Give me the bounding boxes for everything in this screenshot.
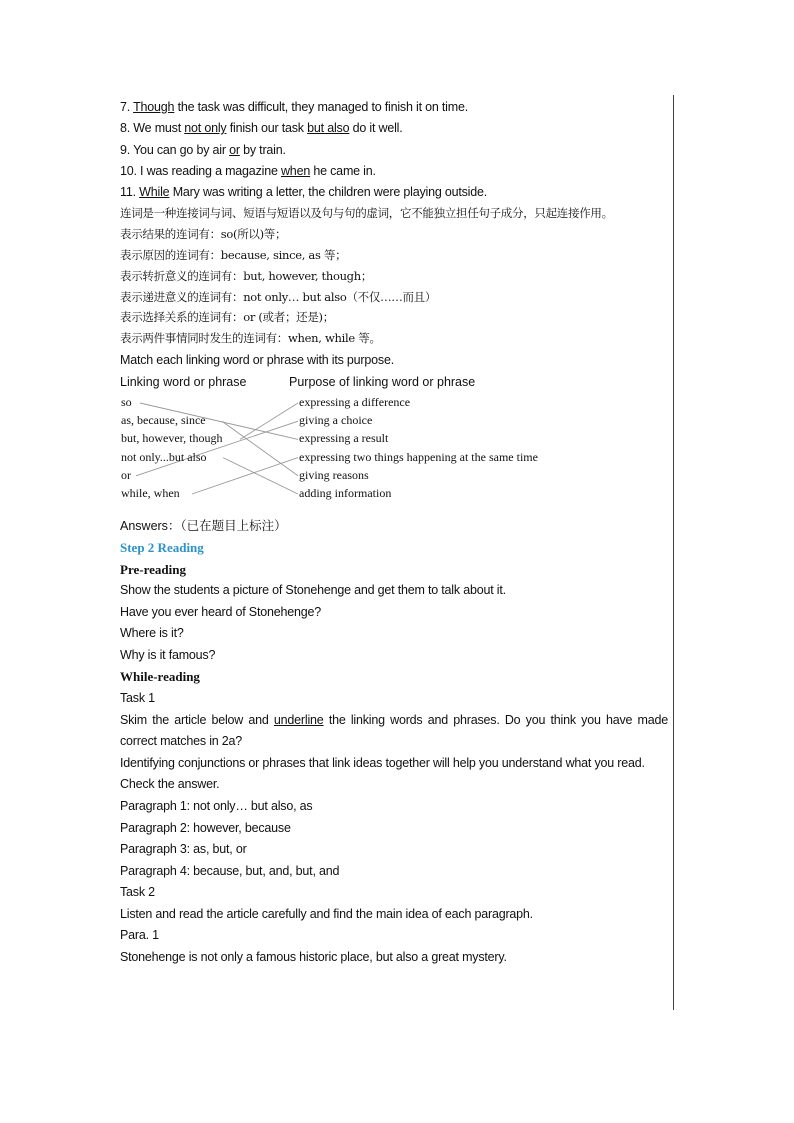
sentence-9: 9. You can go by air or by train.	[120, 142, 286, 157]
match-left-item: as, because, since	[121, 413, 206, 428]
task2-label: Task 2	[120, 885, 155, 900]
match-left-item: or	[121, 467, 131, 482]
sentence-8: 8. We must not only finish our task but also do it well.	[120, 121, 403, 136]
match-right-item: giving a choice	[299, 413, 373, 428]
match-connector-line	[222, 421, 298, 476]
sentence-11: 11. While Mary was writing a letter, the children were playing outside.	[120, 185, 488, 200]
task1-instruction: Skim the article below and underline the linking words and phrases. Do you think you have made correct matches in 2a?	[120, 712, 668, 749]
sentence-7: 7. Though the task was difficult, they managed to finish it on time.	[120, 100, 468, 114]
match-headers	[120, 371, 668, 393]
match-connector-line	[240, 403, 298, 439]
match-left-column	[121, 393, 223, 502]
match-left-item: but, however, though	[121, 431, 223, 446]
grammar-result: 表示结果的连词有：so(所以)等；	[120, 227, 287, 242]
grammar-reason: 表示原因的连词有：because, since, as 等；	[120, 248, 347, 263]
match-left-item: while, when	[121, 486, 180, 500]
match-connector-line	[223, 458, 298, 494]
pre-reading-title: Pre-reading	[120, 561, 186, 577]
para1-main-idea: Stonehenge is not only a famous historic place, but also a great mystery.	[120, 950, 507, 965]
conjunction-definition: 连词是一种连接词与词、短语与短语以及句与句的虚词，它不能独立担任句子成分，只起连接作用。	[120, 206, 613, 221]
matching-exercise	[120, 393, 668, 505]
paragraph-answer: Paragraph 2: however, because	[120, 820, 291, 835]
answers-note: Answers：（已在题目上标注）	[120, 519, 287, 534]
task1-label: Task 1	[120, 690, 155, 705]
match-right-column	[299, 393, 538, 502]
pre-reading-line: Why is it famous?	[120, 647, 216, 662]
check-answer: Check the answer.	[120, 777, 220, 792]
lesson-content	[120, 97, 668, 969]
match-right-item: adding information	[299, 486, 392, 500]
paragraph-answer: Paragraph 1: not only… but also, as	[120, 798, 313, 813]
match-right-item: expressing two things happening at the same time	[299, 449, 538, 464]
match-right-item: expressing a difference	[299, 395, 411, 410]
grammar-contrast: 表示转折意义的连词有：but, however, though；	[120, 268, 373, 283]
while-reading-title: While-reading	[120, 669, 200, 685]
match-left-item: not only...but also	[121, 449, 207, 464]
task1-tip: Identifying conjunctions or phrases that link ideas together will help you understand what you read.	[120, 755, 645, 770]
match-left-header: Linking word or phrase	[120, 375, 247, 390]
table-right-border	[673, 95, 674, 1010]
pre-reading-line: Where is it?	[120, 626, 184, 641]
grammar-simultaneous: 表示两件事情同时发生的连词有：when, while 等。	[120, 331, 381, 346]
match-right-item: expressing a result	[299, 431, 389, 446]
step2-title: Step 2 Reading	[120, 540, 204, 556]
grammar-progressive: 表示递进意义的连词有：not only… but also（不仅……而且）	[120, 289, 437, 304]
pre-reading-line: Show the students a picture of Stonehenge and get them to talk about it.	[120, 583, 506, 598]
sentence-10: 10. I was reading a magazine when he came in.	[120, 163, 376, 178]
match-right-item: giving reasons	[299, 467, 369, 482]
grammar-choice: 表示选择关系的连词有：or (或者；还是)；	[120, 310, 334, 325]
pre-reading-line: Have you ever heard of Stonehenge?	[120, 604, 321, 619]
match-instruction: Match each linking word or phrase with its purpose.	[120, 353, 394, 368]
paragraph-answer: Paragraph 3: as, but, or	[120, 842, 247, 857]
match-right-header: Purpose of linking word or phrase	[289, 375, 476, 390]
task2-instruction: Listen and read the article carefully and find the main idea of each paragraph.	[120, 906, 533, 921]
para1-label: Para. 1	[120, 928, 159, 943]
match-left-item: so	[121, 395, 132, 410]
paragraph-answer: Paragraph 4: because, but, and, but, and	[120, 863, 340, 878]
